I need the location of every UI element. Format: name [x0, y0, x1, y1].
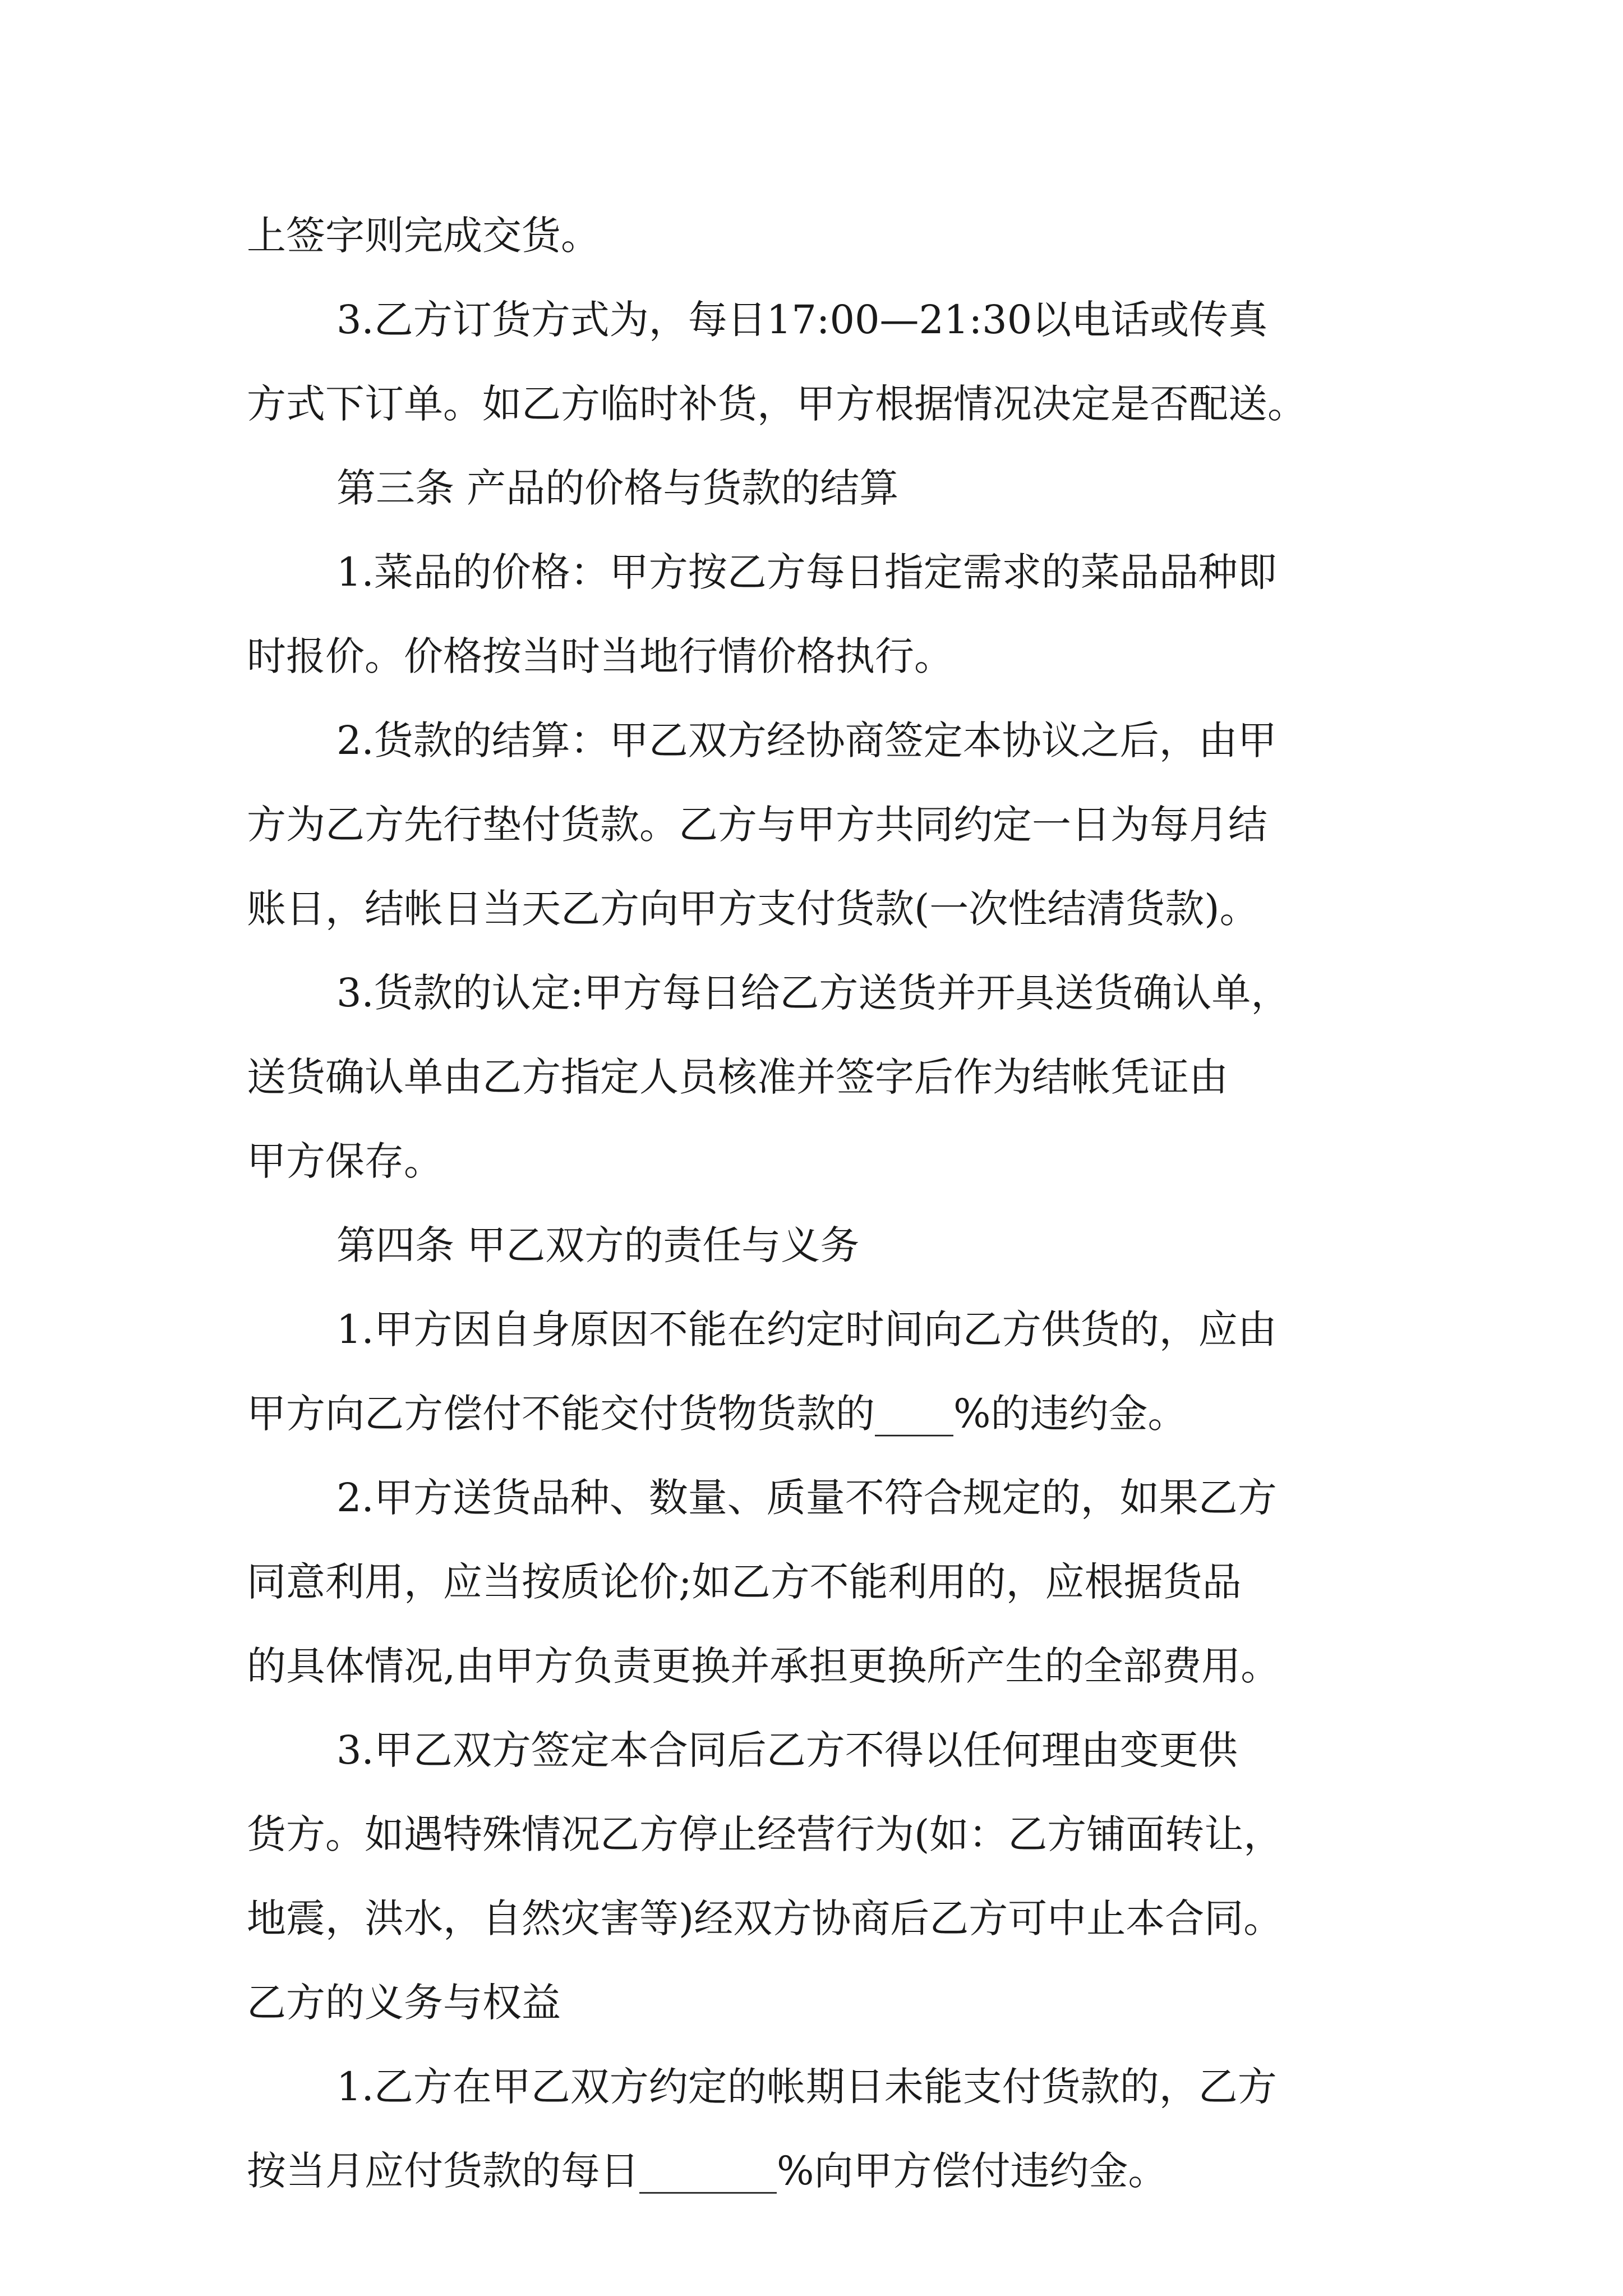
- body-text-line: 方为乙方先行垫付货款。乙方与甲方共同约定一日为每月结: [247, 802, 1267, 848]
- clause-item: 3.乙方订货方式为，每日17:00—21:30以电话或传真: [336, 297, 1268, 343]
- clause-item: 1.甲方因自身原因不能在约定时间向乙方供货的，应由: [336, 1306, 1277, 1352]
- body-text-line: 账日，结帐日当天乙方向甲方支付货款(一次性结清货款)。: [247, 886, 1259, 932]
- body-text-line: 甲方保存。: [247, 1138, 443, 1184]
- body-text-line: 货方。如遇特殊情况乙方停止经营行为(如：乙方铺面转让，: [247, 1811, 1283, 1857]
- section-heading: 第三条 产品的价格与货款的结算: [336, 465, 899, 511]
- clause-item: 3.甲乙双方签定本合同后乙方不得以任何理由变更供: [336, 1727, 1238, 1773]
- clause-item: 2.货款的结算：甲乙双方经协商签定本协议之后，由甲: [336, 717, 1277, 763]
- body-text-line: 的具体情况,由甲方负责更换并承担更换所产生的全部费用。: [247, 1643, 1280, 1689]
- body-text-line: 上签字则完成交货。: [247, 213, 600, 259]
- body-text-line: 乙方的义务与权益: [247, 1980, 561, 2026]
- clause-item: 1.乙方在甲乙双方约定的帐期日未能支付货款的，乙方: [336, 2064, 1277, 2110]
- body-text-line: 送货确认单由乙方指定人员核准并签字后作为结帐凭证由: [247, 1054, 1228, 1100]
- section-heading: 第四条 甲乙双方的责任与义务: [336, 1222, 860, 1268]
- clause-item: 2.甲方送货品种、数量、质量不符合规定的，如果乙方: [336, 1475, 1277, 1521]
- body-text-line: 时报价。价格按当时当地行情价格执行。: [247, 633, 953, 679]
- clause-item: 3.货款的认定:甲方每日给乙方送货并开具送货确认单，: [336, 970, 1290, 1016]
- body-text-line: 甲方向乙方偿付不能交付货物货款的____%的违约金。: [247, 1391, 1187, 1437]
- clause-item: 1.菜品的价格：甲方按乙方每日指定需求的菜品品种即: [336, 549, 1277, 595]
- body-text-line: 按当月应付货款的每日_______%向甲方偿付违约金。: [247, 2148, 1168, 2194]
- body-text-line: 地震，洪水，自然灾害等)经双方协商后乙方可中止本合同。: [247, 1895, 1283, 1941]
- body-text-line: 方式下订单。如乙方临时补货，甲方根据情况决定是否配送。: [247, 381, 1307, 427]
- body-text-line: 同意利用，应当按质论价;如乙方不能利用的，应根据货品: [247, 1559, 1242, 1605]
